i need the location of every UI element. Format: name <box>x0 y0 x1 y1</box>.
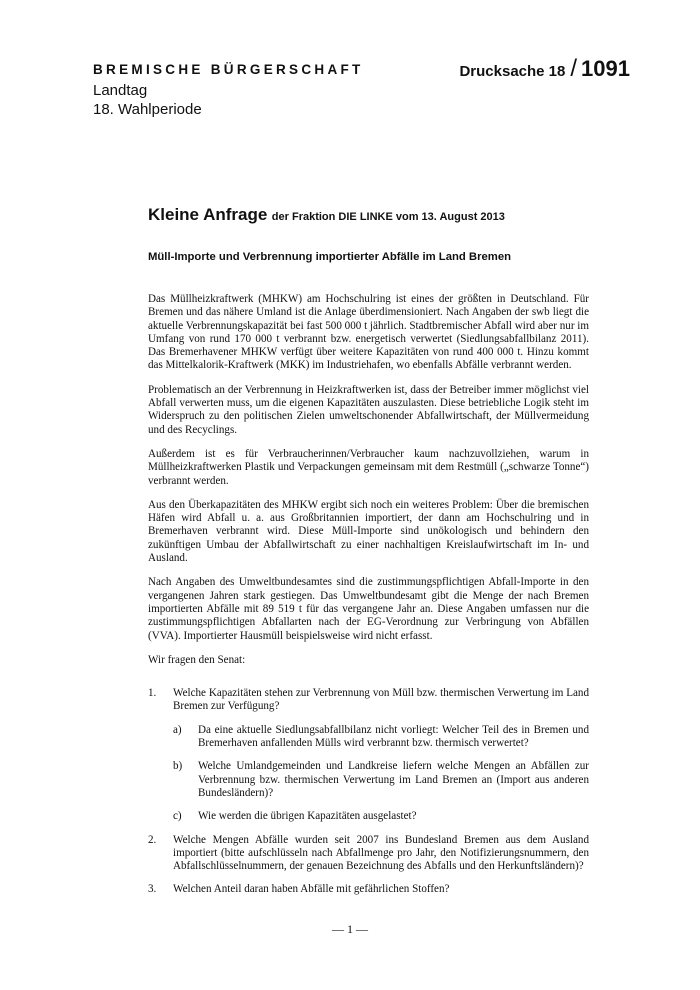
question-text: Welche Mengen Abfälle wurden seit 2007 ins Bundesland Bremen aus dem Ausland importiert (bitte aufschlüsseln nach Abfallmenge pro Jahr, den Notifizierungsnummern, den Abfallschlüsselnummern, der genauen Bezeichnung des Abfalls und den Herkunftsländern)? <box>173 833 589 873</box>
drucksache-label: Drucksache 18 <box>459 63 566 80</box>
drucksache-value: 1091 <box>581 56 630 81</box>
question-item <box>148 834 589 874</box>
sub-question-text: Wie werden die übrigen Kapazitäten ausgelastet? <box>198 810 417 823</box>
paragraph: Aus den Überkapazitäten des MHKW ergibt sich noch ein weiteres Problem: Über die bremischen Häfen wird Abfall u. a. aus Großbritannien importiert, der dann am Hochschulring und in Bremerhaven verbrannt wird. Diese Müll-Importe sind unökologisch und behindern den zukünftigen Umbau der Abfallwirtschaft zu einer nachhaltigen Kreislaufwirtschaft im In- und Ausland. <box>148 498 589 565</box>
question-intro: Wir fragen den Senat: <box>148 653 246 666</box>
question-item <box>148 687 589 823</box>
paragraph: Außerdem ist es für Verbraucherinnen/Verbraucher kaum nachzuvollziehen, warum in Müllheizkraftwerken Plastik und Verpackungen gemeinsam mit dem Restmüll („schwarze Tonne“) verbrannt werden. <box>148 447 589 487</box>
document-subject: Müll-Importe und Verbrennung importierter Abfälle im Land Bremen <box>148 251 512 263</box>
question-number: 3. <box>148 883 157 896</box>
sub-question-letter: a) <box>173 723 182 736</box>
legislative-period: 18. Wahlperiode <box>93 101 202 118</box>
sub-question-item <box>173 810 589 823</box>
sub-question-text: Welche Umlandgemeinden und Landkreise liefern welche Mengen an Abfällen zur Verbrennung bzw. thermischen Verwertung im Land Bremen an (Import aus anderen Bundesländern)? <box>198 760 589 799</box>
sub-question-item <box>173 760 589 800</box>
page-number: — 1 — <box>332 922 368 936</box>
sub-question-text: Da eine aktuelle Siedlungsabfallbilanz nicht vorliegt: Welcher Teil des in Bremen und Bremerhaven anfallenden Mülls wird verbrannt bzw. thermisch verwertet? <box>198 723 589 750</box>
question-text: Welchen Anteil daran haben Abfälle mit gefährlichen Stoffen? <box>173 883 450 896</box>
drucksache-slash: / <box>570 55 578 82</box>
document-title <box>148 205 505 225</box>
sub-question-item <box>173 724 589 751</box>
question-item <box>148 883 589 896</box>
question-number: 1. <box>148 687 157 700</box>
document-body <box>148 293 589 907</box>
question-list <box>148 687 589 897</box>
document-source: der Fraktion DIE LINKE vom 13. August 2013 <box>271 211 505 223</box>
drucksache-number <box>459 55 630 83</box>
organization-name: BREMISCHE BÜRGERSCHAFT <box>93 62 364 77</box>
document-kind: Kleine Anfrage <box>148 205 268 224</box>
question-text: Welche Kapazitäten stehen zur Verbrennung von Müll bzw. thermischen Verwertung im Land Bremen zur Verfügung? <box>173 687 589 713</box>
paragraph: Nach Angaben des Umweltbundesamtes sind die zustimmungspflichtigen Abfall-Importe in den vergangenen Jahren stark gestiegen. Das Umweltbundesamt gibt die Menge der nach Bremen importierten Abfälle mit 89 519 t für das vergangene Jahr an. Diese Angaben umfassen nur die zustimmungspflichtigen Abfallarten nach der EG-Verordnung zur Verbringung von Abfällen (VVA). Importierter Hausmüll beispielsweise wird nicht erfasst. <box>148 576 589 642</box>
question-number: 2. <box>148 833 157 846</box>
paragraph: Das Müllheizkraftwerk (MHKW) am Hochschulring ist eines der größten in Deutschland. Für Bremen und das nähere Umland ist die Anlage überdimensioniert. Nach Angaben der swb liegt die aktuelle Verbrennungskapazität bei fast 500 000 t jährlich. Stadtbremischer Abfall wird aber nur im Umfang von rund 170 000 t verbrannt bzw. energetisch verwertet (Siedlungsabfallbilanz 2011). Das Bremerhavener MHKW verfügt über weitere Kapazitäten von rund 400 000 t. Hinzu kommt das Mittelkalorik-Kraftwerk (MKK) im Industriehafen, wo ebenfalls Abfälle verbrannt werden. <box>148 293 589 372</box>
chamber-name: Landtag <box>93 82 148 99</box>
sub-question-letter: c) <box>173 810 182 823</box>
paragraph: Problematisch an der Verbrennung in Heizkraftwerken ist, dass der Betreiber immer möglichst viel Abfall verwerten muss, um die eigenen Kapazitäten auszulasten. Diese betriebliche Logik steht im Widerspruch zu den politischen Zielen umweltschonender Abfallwirtschaft, der Müllvermeidung und des Recyclings. <box>148 383 589 436</box>
sub-question-letter: b) <box>173 760 183 773</box>
